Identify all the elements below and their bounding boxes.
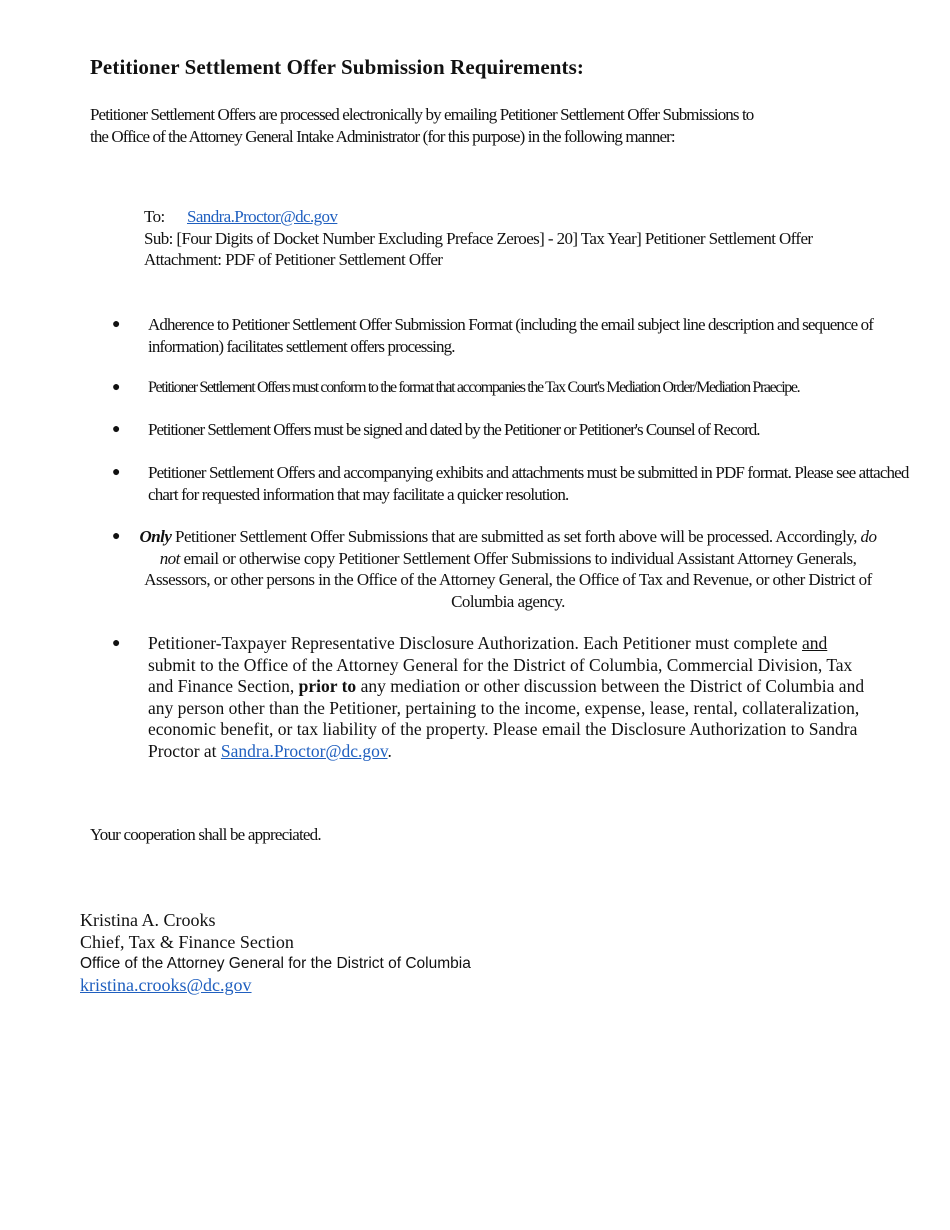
bullet-text [148, 633, 868, 762]
and-underlined: and [802, 633, 828, 653]
bullet-icon: ● [112, 317, 120, 332]
do-not-emphasis: do not [159, 527, 877, 568]
bullet-icon: ● [112, 422, 120, 437]
bullet-text: Adherence to Petitioner Settlement Offer Submission Format (including the email subject line description and sequence of information) facilitates settlement offers processing. [148, 315, 873, 356]
bullet-icon: ● [112, 380, 120, 395]
email-format-block [144, 206, 934, 271]
bullet-text: Petitioner Settlement Offers must conform to the format that accompanies the Tax Court's Mediation Order/Mediation Praecipe. [148, 379, 800, 396]
to-email-link[interactable]: Sandra.Proctor@dc.gov [187, 207, 338, 226]
bullet-disclosure-authorization [112, 633, 912, 762]
attachment-line: Attachment: PDF of Petitioner Settlement Offer [144, 250, 443, 269]
signer-title: Chief, Tax & Finance Section [80, 931, 294, 952]
prior-to-bold: prior to [298, 676, 357, 696]
closing-line: Your cooperation shall be appreciated. [90, 825, 321, 844]
bullet-text: Petitioner Settlement Offers and accompanying exhibits and attachments must be submitted in PDF format. Please see attached chart for requested information that may facilitate a quicker resolution. [148, 463, 909, 504]
bullet-text [128, 526, 888, 612]
only-text-part2: email or otherwise copy Petitioner Settlement Offer Submissions to individual Assistant Attorney Generals, Assessors, or other persons in the Office of the Attorney General, the Office of Tax and Revenue, or other District of Columbia agency. [144, 548, 872, 611]
disclosure-email-link[interactable]: Sandra.Proctor@dc.gov [220, 740, 388, 761]
signer-email-link[interactable]: kristina.crooks@dc.gov [80, 974, 252, 995]
subject-line: Sub: [Four Digits of Docket Number Excluding Preface Zeroes] - 20] Tax Year] Petitioner Settlement Offer [144, 228, 813, 248]
disclosure-part2: submit to the Office of the Attorney General for the District of Columbia, Commercial Division, Tax and Finance Section, [148, 654, 853, 696]
bullet-icon: ● [112, 529, 120, 544]
to-label: To: [144, 207, 165, 226]
intro-paragraph: Petitioner Settlement Offers are processed electronically by emailing Petitioner Settlement Offer Submissions to the Office of the Attorney General Intake Administrator (for this purpose) in the following manner: [90, 105, 754, 146]
bullet-text: Petitioner Settlement Offers must be signed and dated by the Petitioner or Petitioner's Counsel of Record. [148, 420, 760, 439]
bullet-pdf-format [112, 462, 912, 505]
signer-name: Kristina A. Crooks [80, 910, 216, 930]
bullet-icon: ● [112, 465, 120, 480]
only-emphasis: Only [139, 527, 172, 546]
bullet-signed-dated [112, 419, 912, 441]
only-text-part1: Petitioner Settlement Offer Submissions that are submitted as set forth above will be processed. Accordingly, [171, 527, 861, 546]
bullet-only-processed [112, 526, 912, 612]
to-line [144, 206, 934, 228]
disclosure-end: . [387, 740, 392, 761]
signer-office: Office of the Attorney General for the District of Columbia [80, 955, 471, 972]
signature-block [80, 910, 471, 996]
disclosure-part1: Petitioner-Taxpayer Representative Disclosure Authorization. Each Petitioner must complete [148, 633, 802, 653]
bullet-icon: ● [112, 636, 121, 651]
page-title: Petitioner Settlement Offer Submission Requirements: [90, 55, 584, 79]
bullet-format-adherence [112, 314, 912, 357]
bullet-conform-format [112, 377, 912, 399]
disclosure-part3: any mediation or other discussion between the District of Columbia and any person other than the Petitioner, pertaining to the income, expense, lease, rental, collateralization, economic benefit, or tax liability of the property. Please email the Disclosure Authorization to Sandra Proctor at [148, 676, 865, 761]
